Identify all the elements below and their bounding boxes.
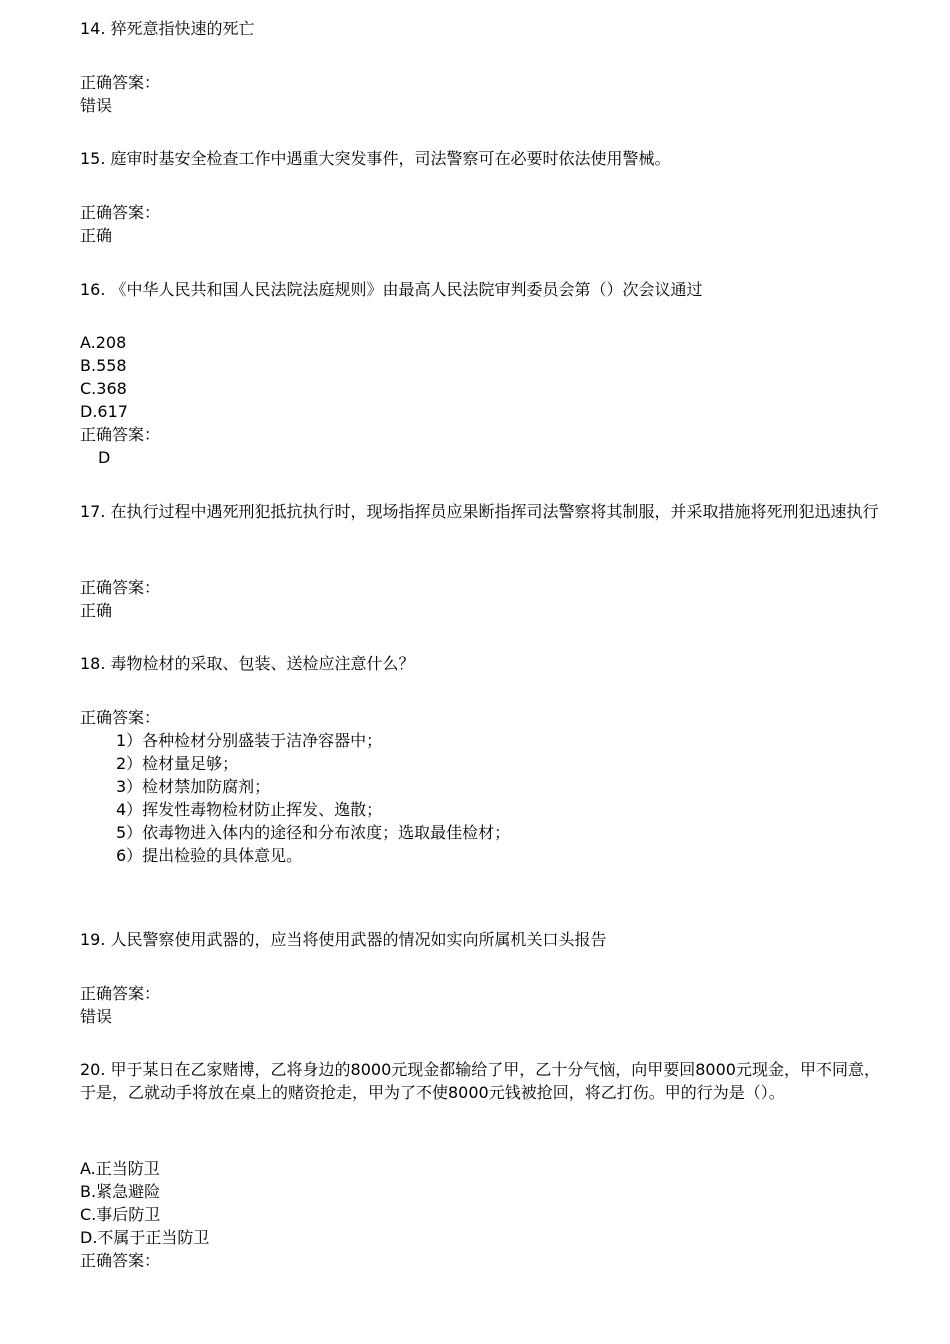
question-16-option-d: D.617: [80, 402, 128, 421]
question-20-stem: 20. 甲于某日在乙家赌博，乙将身边的8000元现金都输给了甲，乙十分气恼，向甲要回8000元现金，甲不同意，于是，乙就动手将放在桌上的赌资抢走，甲为了不使8000元钱被抢回，将乙打伤。甲的行为是（）。: [80, 1060, 880, 1102]
question-18-answer-line: 2）检材量足够；: [116, 754, 239, 773]
question-14-stem: 14. 猝死意指快速的死亡: [80, 19, 255, 38]
question-15-stem: 15. 庭审时基安全检查工作中遇重大突发事件，司法警察可在必要时依法使用警械。: [80, 149, 671, 168]
question-16-answer: D: [98, 448, 111, 467]
question-19-answer-label: 正确答案：: [80, 984, 161, 1003]
question-17-answer-label: 正确答案：: [80, 578, 161, 597]
question-18-answer-line: 1）各种检材分别盛装于洁净容器中；: [116, 731, 383, 750]
question-16-option-c: C.368: [80, 379, 127, 398]
question-18-answer-line: 6）提出检验的具体意见。: [116, 846, 303, 865]
question-20-option-b: B.紧急避险: [80, 1182, 161, 1201]
question-18-answer-line: 4）挥发性毒物检材防止挥发、逸散；: [116, 800, 383, 819]
question-18-answer-line: 5）依毒物进入体内的途径和分布浓度；选取最佳检材；: [116, 823, 511, 842]
question-17-stem: 17. 在执行过程中遇死刑犯抵抗执行时，现场指挥员应果断指挥司法警察将其制服，并采取措施将死刑犯迅速执行: [80, 502, 879, 521]
question-18-answer-line: 3）检材禁加防腐剂；: [116, 777, 271, 796]
question-14-answer-label: 正确答案：: [80, 73, 161, 92]
question-15-answer: 正确: [80, 226, 113, 245]
question-16-stem: 16. 《中华人民共和国人民法院法庭规则》由最高人民法院审判委员会第（）次会议通过: [80, 280, 703, 299]
question-19-stem: 19. 人民警察使用武器的，应当将使用武器的情况如实向所属机关口头报告: [80, 930, 607, 949]
question-16-answer-label: 正确答案：: [80, 425, 161, 444]
question-20-option-a: A.正当防卫: [80, 1159, 160, 1178]
question-18-answer-label: 正确答案：: [80, 708, 161, 727]
question-17-answer: 正确: [80, 601, 113, 620]
question-15-answer-label: 正确答案：: [80, 203, 161, 222]
question-16-option-b: B.558: [80, 356, 127, 375]
question-20-option-c: C.事后防卫: [80, 1205, 161, 1224]
question-20-option-d: D.不属于正当防卫: [80, 1228, 210, 1247]
question-20-answer-label: 正确答案：: [80, 1251, 161, 1270]
question-19-answer: 错误: [80, 1007, 113, 1026]
question-18-stem: 18. 毒物检材的采取、包装、送检应注意什么？: [80, 654, 415, 673]
question-16-option-a: A.208: [80, 333, 127, 352]
question-14-answer: 错误: [80, 96, 113, 115]
